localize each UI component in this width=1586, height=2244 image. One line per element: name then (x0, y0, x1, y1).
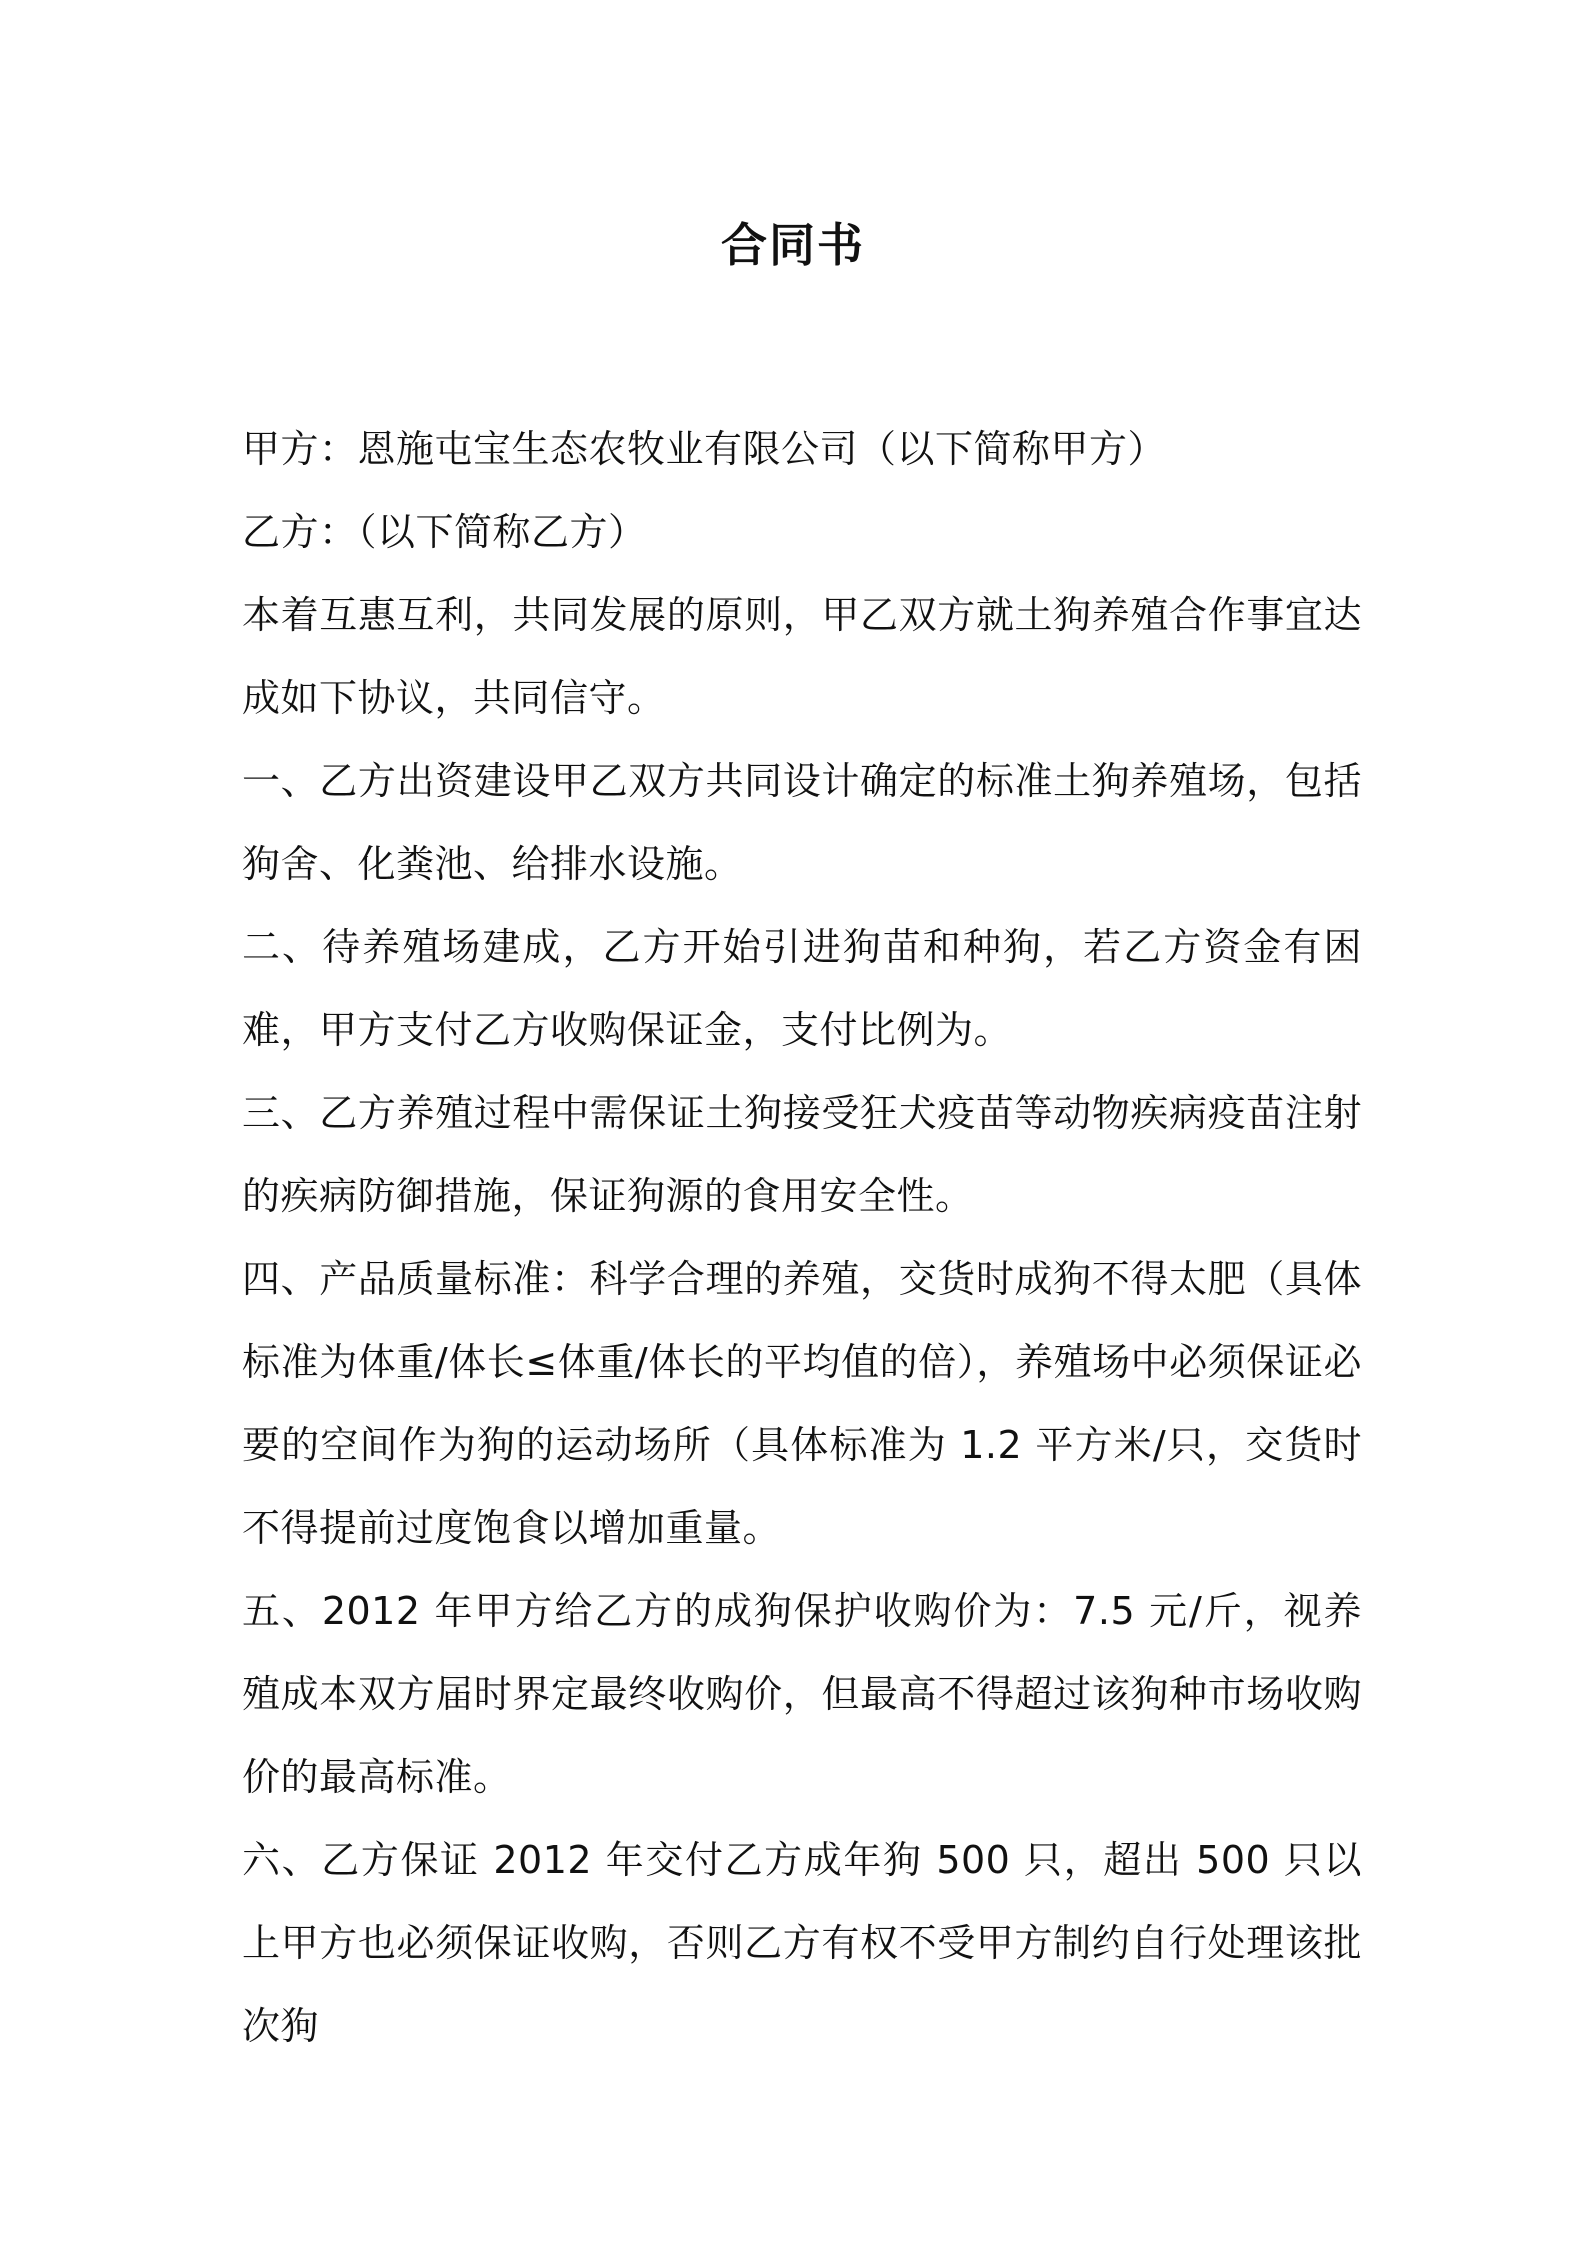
clause-6: 六、乙方保证 2012 年交付乙方成年狗 500 只，超出 500 只以上甲方也必须保证收购，否则乙方有权不受甲方制约自行处理该批次狗 (242, 1838, 1362, 2048)
clause-1: 一、乙方出资建设甲乙双方共同设计确定的标准土狗养殖场，包括狗舍、化粪池、给排水设施。 (242, 759, 1362, 886)
document-title: 合同书 (721, 218, 865, 272)
clause-4: 四、产品质量标准：科学合理的养殖，交货时成狗不得太肥（具体标准为体重/体长≤体重/体长的平均值的倍），养殖场中必须保证必要的空间作为狗的运动场所（具体标准为 1.2 平方米/只，交货时不得提前过度饱食以增加重量。 (242, 1257, 1362, 1550)
party-b-line: 乙方：（以下简称乙方） (242, 510, 647, 554)
preamble-paragraph: 本着互惠互利，共同发展的原则，甲乙双方就土狗养殖合作事宜达成如下协议，共同信守。 (242, 593, 1362, 720)
clause-5: 五、2012 年甲方给乙方的成狗保护收购价为：7.5 元/斤，视养殖成本双方届时界定最终收购价，但最高不得超过该狗种市场收购价的最高标准。 (242, 1589, 1362, 1799)
clause-2: 二、待养殖场建成，乙方开始引进狗苗和种狗，若乙方资金有困难，甲方支付乙方收购保证金，支付比例为。 (242, 925, 1362, 1052)
document-body (242, 408, 1362, 2068)
clause-3: 三、乙方养殖过程中需保证土狗接受狂犬疫苗等动物疾病疫苗注射的疾病防御措施，保证狗源的食用安全性。 (242, 1091, 1362, 1218)
party-a-line: 甲方：恩施屯宝生态农牧业有限公司（以下简称甲方） (242, 427, 1167, 471)
